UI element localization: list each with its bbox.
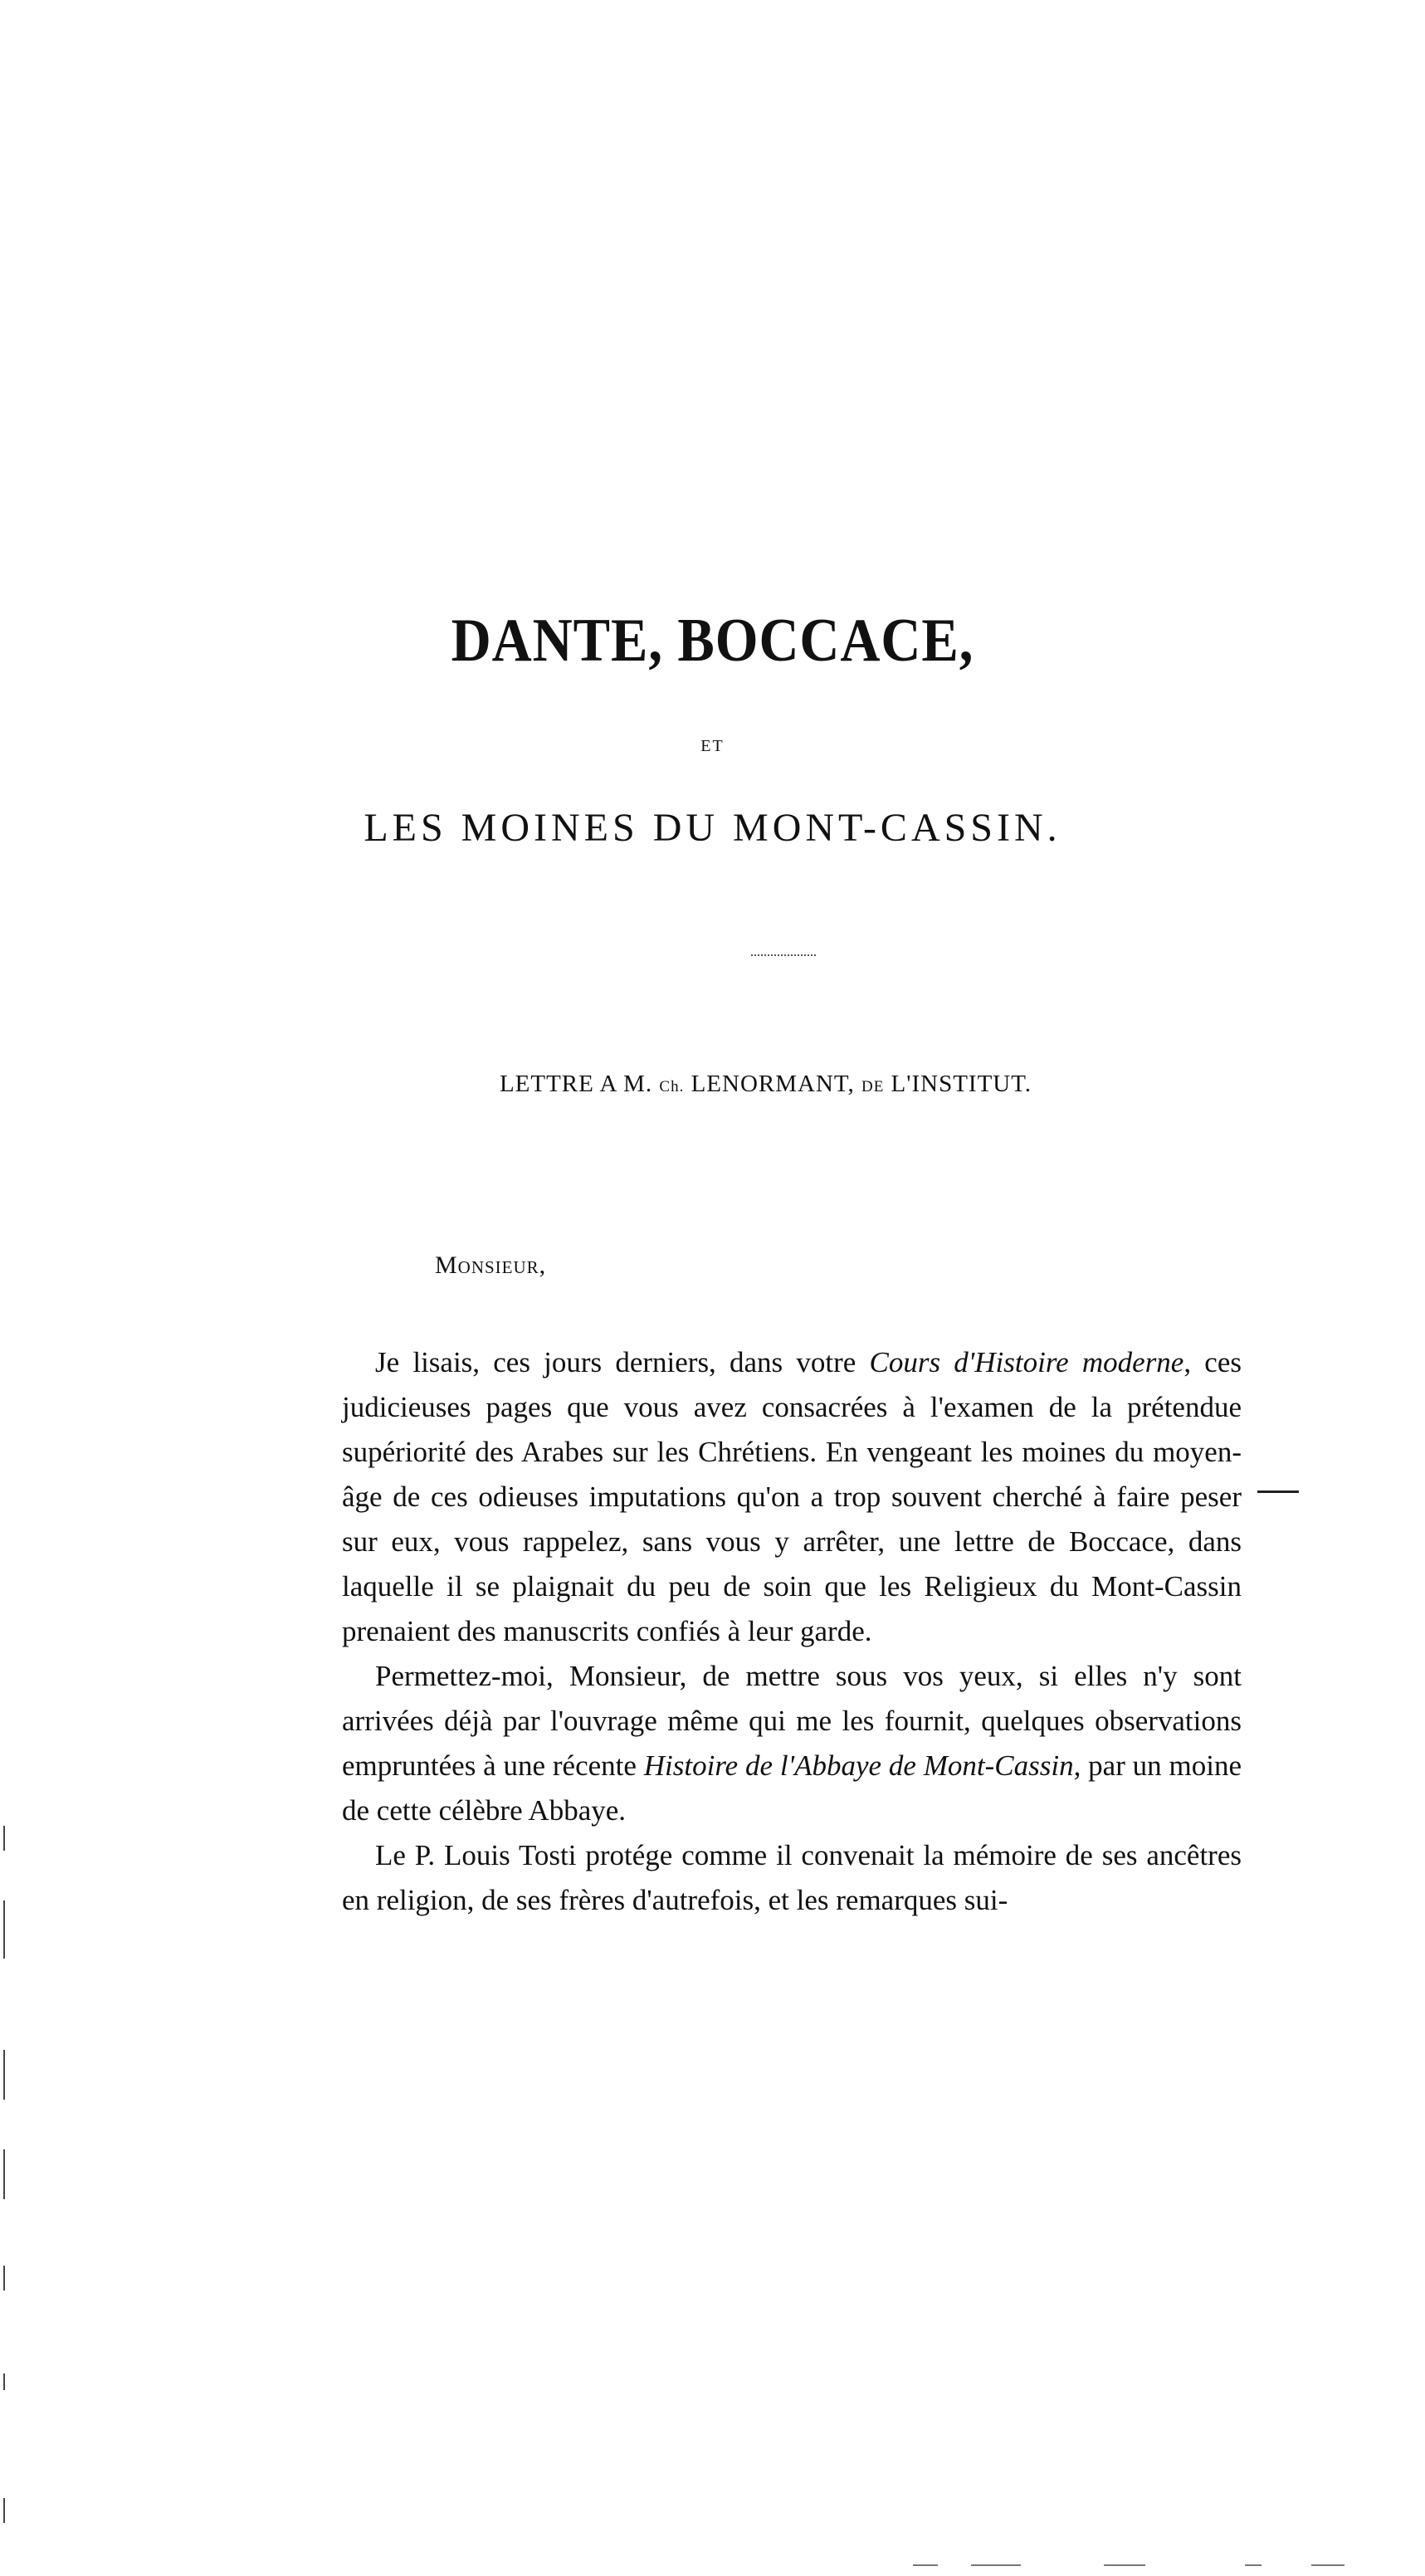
- scan-edge-mark: [3, 2266, 5, 2291]
- scan-edge-mark: [3, 1900, 5, 1959]
- title-conjunction: ET: [700, 737, 725, 755]
- page-subtitle: LES MOINES DU MONT-CASSIN.: [364, 806, 1061, 850]
- page-title: DANTE, BOCCACE,: [451, 607, 974, 675]
- scan-edge-mark: [3, 2498, 5, 2523]
- letter-heading-part1: LETTRE A M.: [499, 1071, 660, 1097]
- paragraph: [342, 1833, 1242, 1923]
- scan-edge-mark: [3, 1826, 5, 1851]
- letter-heading-part2: LENORMANT,: [684, 1071, 861, 1097]
- paragraph-text: Le P. Louis Tosti protége comme il convenait la mémoire de ses ancêtres en religion, de ses frères d'autrefois, et les remarques sui-: [342, 1839, 1242, 1916]
- scan-edge-mark: [3, 2050, 5, 2100]
- paragraph: [342, 1654, 1242, 1833]
- letter-heading-de: DE: [861, 1078, 885, 1095]
- margin-mark: [1257, 1490, 1299, 1493]
- paragraph-italic: Cours d'Histoire moderne: [869, 1346, 1184, 1378]
- letter-heading-ch: Ch.: [659, 1078, 685, 1095]
- scan-footer-mark: [1104, 2564, 1145, 2566]
- letter-heading-part3: L'INSTITUT.: [884, 1071, 1032, 1097]
- paragraph-text: , par un moine de cette célèbre Abbaye.: [342, 1749, 1242, 1827]
- paragraph-text: Je lisais, ces jours derniers, dans votre: [375, 1346, 870, 1378]
- section-divider: [751, 954, 816, 956]
- paragraph-italic: Histoire de l'Abbaye de Mont-Cassin: [643, 1749, 1074, 1782]
- scan-footer-mark: [971, 2564, 1021, 2566]
- paragraph: [342, 1340, 1242, 1654]
- salutation: Monsieur,: [435, 1251, 547, 1279]
- scan-footer-mark: [1245, 2564, 1262, 2566]
- letter-heading: [0, 1071, 1425, 1098]
- scan-edge-mark: [3, 2149, 5, 2199]
- scan-edge-mark: [3, 2374, 5, 2390]
- letter-body: [342, 1340, 1242, 1923]
- scan-footer-mark: [1311, 2564, 1344, 2566]
- scan-footer-mark: [913, 2564, 938, 2566]
- paragraph-text: , ces judicieuses pages que vous avez consacrées à l'examen de la prétendue supériorité des Arabes sur les Chrétiens. En vengeant les moines du moyen-âge de ces odieuses imputations qu'on a trop souvent cherché à faire peser sur eux, vous rappelez, sans vous y arrêter, une lettre de Boccace, dans laquelle il se plaignait du peu de soin que les Religieux du Mont-Cassin prenaient des manuscrits confiés à leur garde.: [342, 1346, 1242, 1647]
- paragraph-text: Permettez-moi, Monsieur, de mettre sous vos yeux, si elles n'y sont arrivées déjà par l'ouvrage même qui me les fournit, quelques observations empruntées à une récente: [342, 1660, 1242, 1782]
